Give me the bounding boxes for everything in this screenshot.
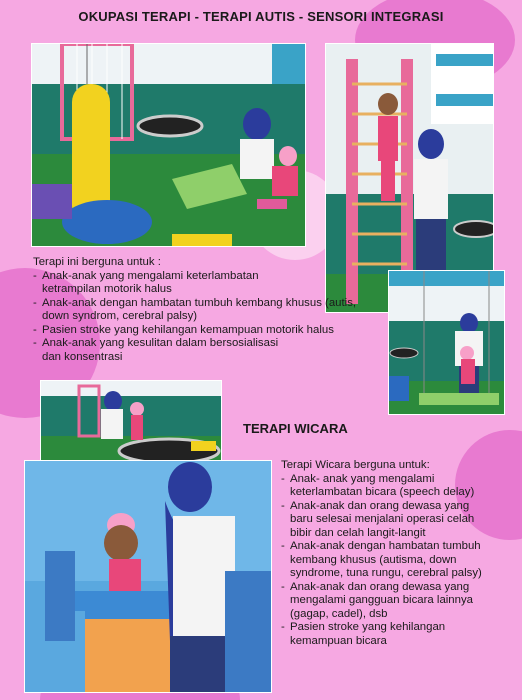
photo-sensory-room-image	[32, 44, 305, 246]
wicara-benefits	[281, 459, 481, 648]
wicara-lead: Terapi Wicara berguna untuk:	[281, 459, 430, 471]
list-item: - Anak-anak dan orang dewasa yang mengalami gangguan bicara lainnya (gagap, cadel), dsb	[281, 581, 485, 622]
list-item: - Anak-anak dengan hambatan tumbuh kembang khusus (autisma, down syndrome, tuna rungu, cerebral palsy)	[281, 540, 495, 581]
list-item: - Anak-anak yang mengalami keterlambatan ketrampilan motorik halus	[33, 270, 274, 297]
okupasi-list	[33, 270, 378, 365]
photo-swing-image	[389, 271, 504, 414]
list-item: - Anak-anak yang kesulitan dalam bersosialisasi dan konsentrasi	[33, 337, 280, 364]
list-item: - Anak- anak yang mengalami keterlambatan bicara (speech delay)	[281, 473, 485, 500]
photo-trampoline-image	[41, 381, 221, 461]
photo-trampoline	[40, 380, 222, 462]
photo-speech-therapy	[24, 460, 272, 693]
photo-swing	[388, 270, 505, 415]
okupasi-benefits	[33, 256, 378, 364]
photo-speech-therapy-image	[25, 461, 271, 692]
list-item: - Anak-anak dan orang dewasa yang baru selesai menjalani operasi celah bibir dan celah langit-langit	[281, 500, 495, 541]
okupasi-lead: Terapi ini berguna untuk :	[33, 256, 161, 268]
section-heading-wicara: TERAPI WICARA	[243, 421, 348, 436]
wicara-list	[281, 473, 481, 649]
list-item: - Pasien stroke yang kehilangan kemampuan bicara	[281, 621, 485, 648]
list-item: - Anak-anak dengan hambatan tumbuh kembang khusus (autis, down syndrom, cerebral palsy)	[33, 297, 382, 324]
page-title: OKUPASI TERAPI - TERAPI AUTIS - SENSORI INTEGRASI	[78, 9, 444, 24]
photo-sensory-room	[31, 43, 306, 247]
list-item: - Pasien stroke yang kehilangan kemampuan motorik halus	[33, 324, 378, 338]
